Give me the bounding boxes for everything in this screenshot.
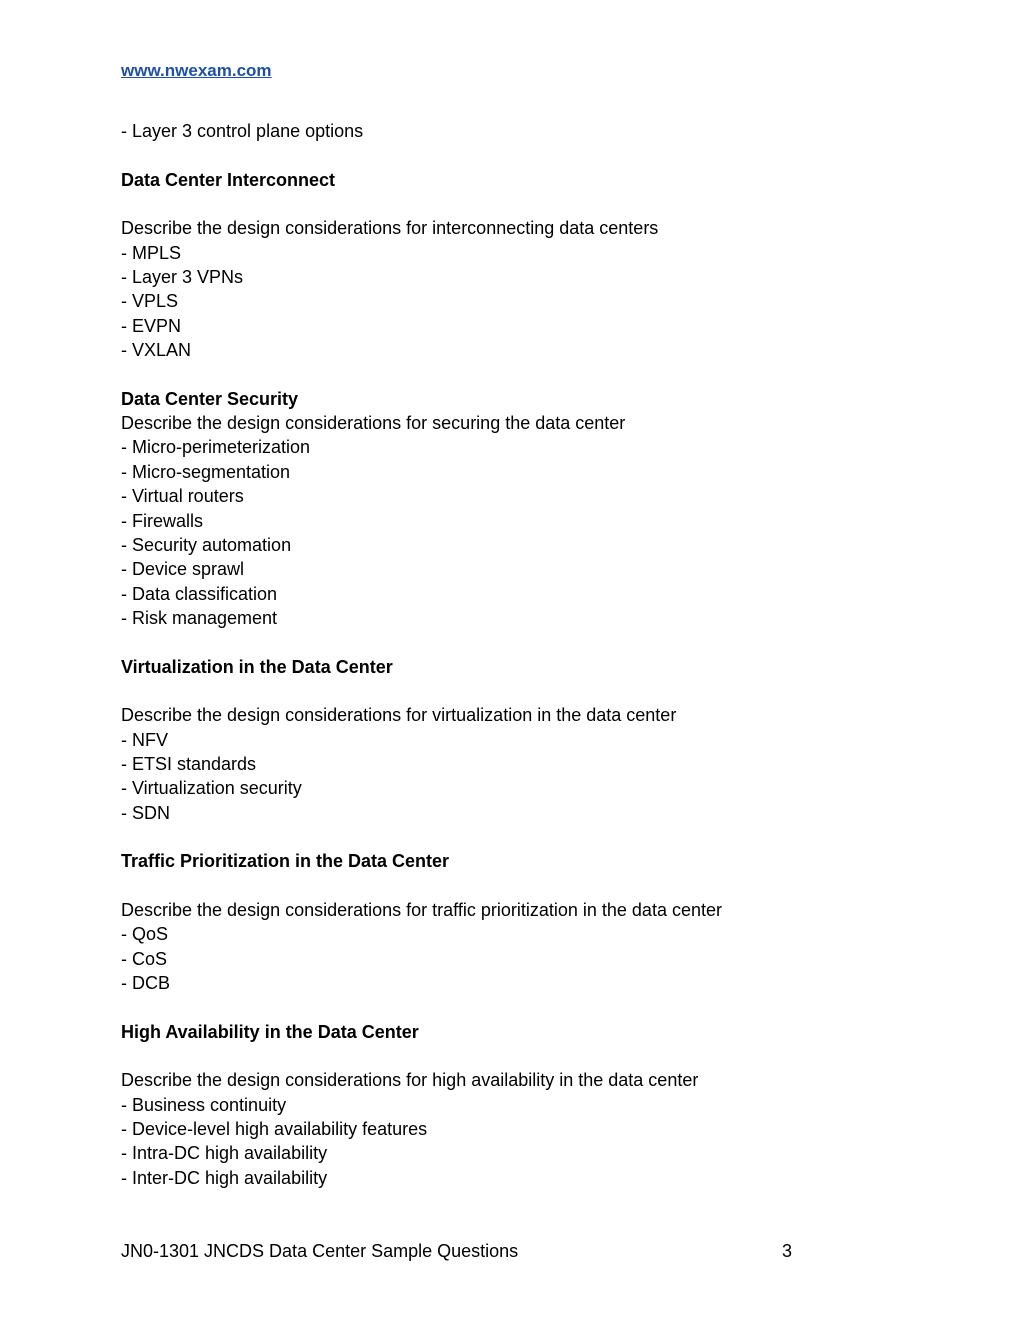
list-item: - Firewalls bbox=[121, 510, 204, 531]
list-item: - NFV bbox=[121, 729, 168, 750]
section-data-center-security bbox=[121, 387, 901, 630]
list-item: - MPLS bbox=[121, 242, 182, 263]
list-item: - Micro-segmentation bbox=[121, 461, 291, 482]
list-item: - EVPN bbox=[121, 315, 182, 336]
spacer bbox=[121, 874, 901, 898]
list-item: - Device sprawl bbox=[121, 559, 245, 580]
list-item: - DCB bbox=[121, 973, 170, 994]
section-description: Describe the design considerations for high availability in the data center bbox=[121, 1070, 699, 1091]
list-item: - Intra-DC high availability bbox=[121, 1143, 328, 1164]
section-heading: High Availability in the Data Center bbox=[121, 1021, 419, 1042]
section-traffic-prioritization bbox=[121, 849, 901, 995]
list-item: - Virtual routers bbox=[121, 486, 244, 507]
document-body bbox=[121, 119, 901, 1190]
section-description: Describe the design considerations for securing the data center bbox=[121, 413, 626, 434]
spacer bbox=[121, 630, 901, 654]
header-website-link[interactable]: www.nwexam.com bbox=[121, 61, 272, 80]
spacer bbox=[121, 679, 901, 703]
section-heading: Traffic Prioritization in the Data Center bbox=[121, 851, 450, 872]
spacer bbox=[121, 143, 901, 167]
list-item: - Business continuity bbox=[121, 1094, 287, 1115]
section-high-availability bbox=[121, 1020, 901, 1190]
section-heading: Data Center Security bbox=[121, 388, 299, 409]
list-item: - ETSI standards bbox=[121, 753, 257, 774]
spacer bbox=[121, 1044, 901, 1068]
spacer bbox=[121, 362, 901, 386]
list-item: - Micro-perimeterization bbox=[121, 437, 311, 458]
list-item: - CoS bbox=[121, 948, 168, 969]
list-item: - Security automation bbox=[121, 534, 292, 555]
section-heading: Data Center Interconnect bbox=[121, 169, 336, 190]
section-data-center-interconnect bbox=[121, 168, 901, 363]
list-item: - VXLAN bbox=[121, 340, 192, 361]
list-item: - Inter-DC high availability bbox=[121, 1167, 328, 1188]
list-item: - Layer 3 VPNs bbox=[121, 267, 244, 288]
intro-line: - Layer 3 control plane options bbox=[121, 121, 364, 141]
spacer bbox=[121, 192, 901, 216]
list-item: - Virtualization security bbox=[121, 778, 302, 799]
list-item: - Data classification bbox=[121, 583, 278, 604]
spacer bbox=[121, 825, 901, 849]
section-description: Describe the design considerations for traffic prioritization in the data center bbox=[121, 900, 722, 920]
footer-document-title: JN0-1301 JNCDS Data Center Sample Questions bbox=[121, 1241, 519, 1261]
list-item: - Device-level high availability features bbox=[121, 1119, 428, 1140]
section-description: Describe the design considerations for interconnecting data centers bbox=[121, 218, 659, 239]
list-item: - VPLS bbox=[121, 291, 179, 312]
spacer bbox=[121, 995, 901, 1019]
list-item: - Risk management bbox=[121, 607, 278, 628]
list-item: - QoS bbox=[121, 924, 169, 945]
section-heading: Virtualization in the Data Center bbox=[121, 656, 393, 677]
footer-page-number: 3 bbox=[782, 1241, 793, 1261]
section-description: Describe the design considerations for virtualization in the data center bbox=[121, 705, 677, 726]
section-virtualization bbox=[121, 655, 901, 825]
list-item: - SDN bbox=[121, 802, 170, 823]
